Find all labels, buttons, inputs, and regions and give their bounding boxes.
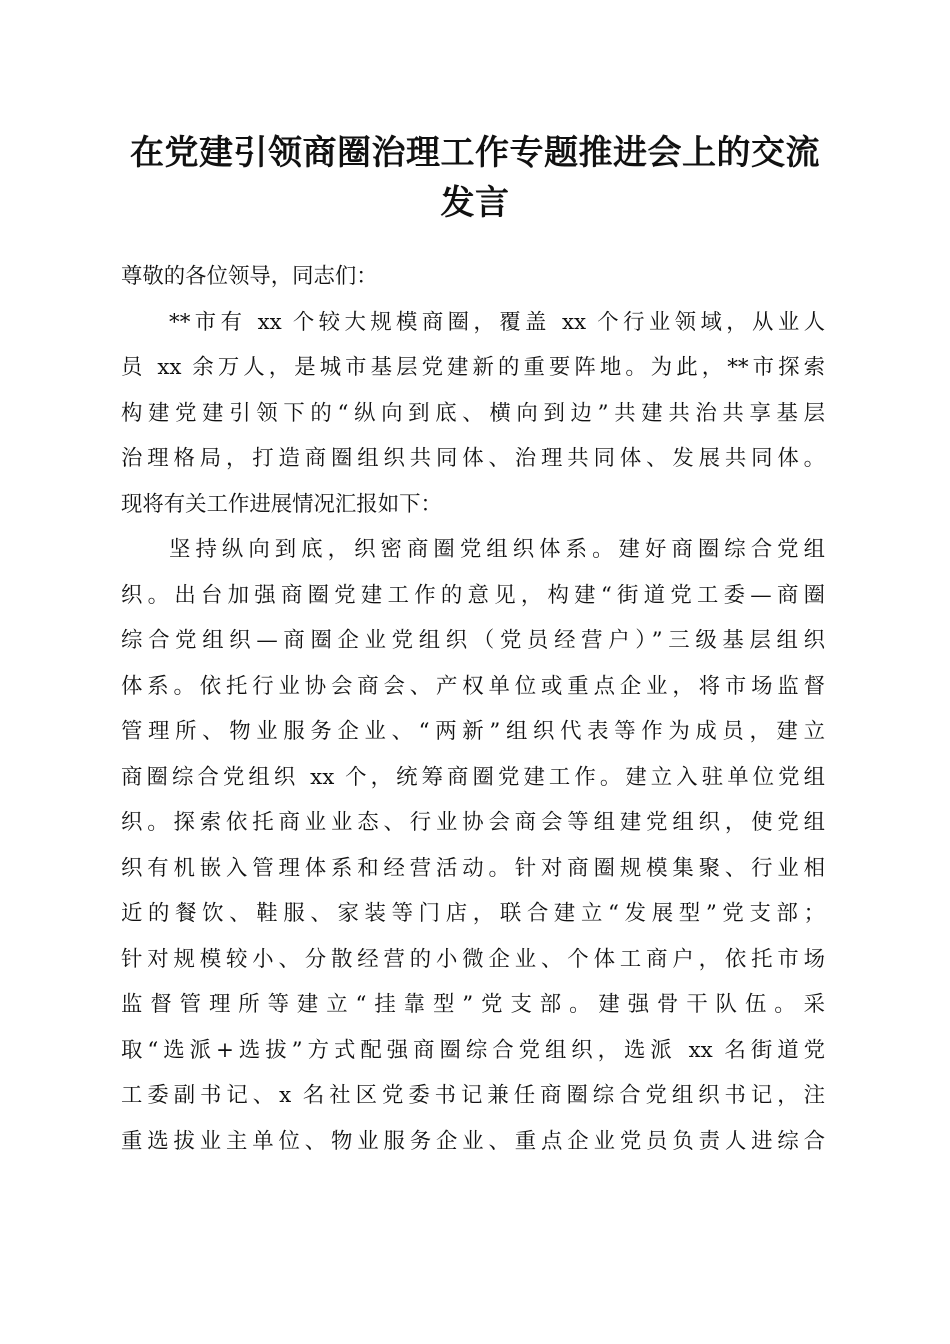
- title-line: 在党建引领商圈治理工作专题推进会上的交流: [130, 133, 820, 173]
- paragraph-line: 近的餐饮、鞋服、家装等门店，联合建立“发展型”党支部；: [121, 901, 825, 926]
- paragraph-line: 体系。依托行业协会商会、产权单位或重点企业，将市场监督: [121, 673, 825, 699]
- paragraph-line: 监督管理所等建立“挂靠型”党支部。建强骨干队伍。采: [121, 992, 825, 1017]
- paragraph-line: 现将有关工作进展情况汇报如下：: [121, 491, 442, 517]
- paragraph-line: 管理所、物业服务企业、“两新”组织代表等作为成员，建立: [121, 719, 825, 744]
- paragraph-vertical-system: [121, 527, 825, 1164]
- paragraph-line: 综合党组织—商圈企业党组织（党员经营户）”三级基层组织: [121, 628, 825, 653]
- paragraph-line: 治理格局，打造商圈组织共同体、治理共同体、发展共同体。: [121, 446, 825, 471]
- paragraph-line: 员 xx 余万人，是城市基层党建新的重要阵地。为此，**市探索: [121, 355, 825, 380]
- document-title: [115, 128, 835, 228]
- paragraph-line: **市有 xx 个较大规模商圈，覆盖 xx 个行业领域，从业人: [169, 309, 825, 335]
- paragraph-line: 织。探索依托商业业态、行业协会商会等组建党组织，使党组: [121, 810, 825, 835]
- paragraph-line: 织。出台加强商圈党建工作的意见，构建“街道党工委—商圈: [121, 582, 825, 608]
- paragraph-line: 商圈综合党组织 xx 个，统筹商圈党建工作。建立入驻单位党组: [121, 764, 825, 790]
- paragraph-line: 坚持纵向到底，织密商圈党组织体系。建好商圈综合党组: [169, 537, 825, 562]
- paragraph-line: 织有机嵌入管理体系和经营活动。针对商圈规模集聚、行业相: [121, 855, 825, 881]
- salutation: 尊敬的各位领导，同志们：: [121, 264, 378, 289]
- paragraph-line: 工委副书记、x 名社区党委书记兼任商圈综合党组织书记，注: [121, 1083, 825, 1108]
- paragraph-line: 针对规模较小、分散经营的小微企业、个体工商户，依托市场: [121, 946, 825, 972]
- paragraph-line: 取“选派+选拔”方式配强商圈综合党组织，选派 xx 名街道党: [121, 1037, 825, 1063]
- title-line: 发言: [440, 183, 510, 223]
- paragraph-line: 构建党建引领下的“纵向到底、横向到边”共建共治共享基层: [121, 400, 825, 426]
- document-body: [121, 254, 825, 1164]
- paragraph-overview: [121, 300, 825, 528]
- paragraph-line: 重选拔业主单位、物业服务企业、重点企业党员负责人进综合: [121, 1128, 825, 1154]
